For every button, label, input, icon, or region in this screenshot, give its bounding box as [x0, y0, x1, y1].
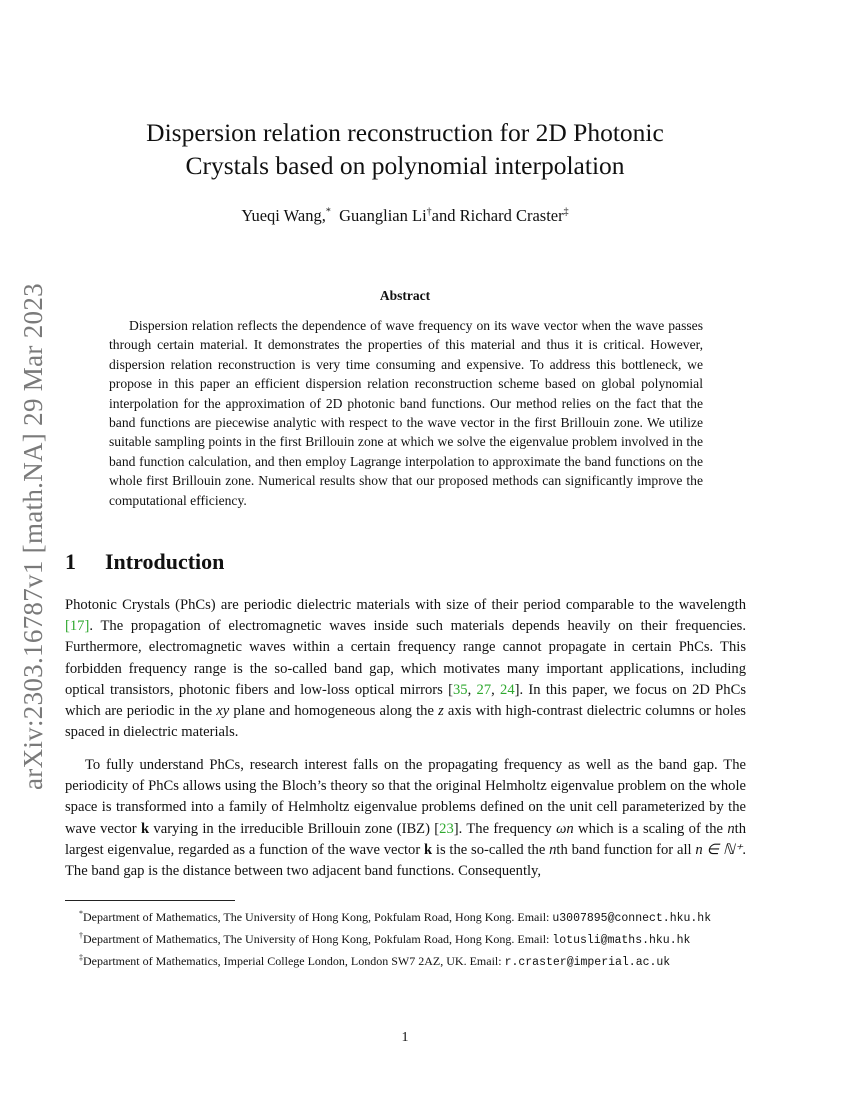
email-link[interactable]: lotusli@maths.hku.hk [552, 934, 691, 948]
footnote-text: Department of Mathematics, The University of Hong Kong, Pokfulam Road, Hong Kong. Email: [83, 932, 553, 947]
title-line-2: Crystals based on polynomial interpolation [185, 151, 625, 180]
p1-text-3: ]. In this paper, we focus on 2D PhCs which are periodic in the [65, 681, 747, 720]
title-line-1: Dispersion relation reconstruction for 2D Photonic [146, 118, 664, 147]
author-1: Yueqi Wang, [241, 206, 326, 225]
math-k-vector: k [140, 820, 150, 837]
footnote-3 [65, 949, 746, 971]
math-n-in-naturals: n ∈ ℕ⁺ [695, 841, 743, 858]
p2-text-3: ]. The frequency [453, 820, 557, 837]
math-n: n [549, 841, 557, 858]
p1-text-1: Photonic Crystals (PhCs) are periodic dielectric materials with size of their period comparable to the wavelength [65, 597, 746, 613]
footnote-mark: * [79, 909, 83, 918]
citation-35[interactable]: 35 [452, 681, 468, 698]
footnote-mark: † [79, 931, 83, 941]
p2-text-8: . The band gap is the distance between two adjacent band functions. Consequently, [65, 841, 746, 880]
arxiv-stamp: arXiv:2303.16787v1 [math.NA] 29 Mar 2023 [18, 283, 48, 790]
p2-text-6: is the so-called the [432, 841, 550, 858]
math-z: z [438, 703, 444, 720]
footnote-mark: ‡ [79, 953, 83, 963]
section-title: Introduction [105, 549, 225, 574]
author-list [90, 206, 720, 226]
footnote-1 [65, 905, 746, 927]
math-k-vector: k [423, 841, 433, 858]
p2-text-1: To fully understand PhCs, research interest falls on the propagating frequency as well as the band gap. The periodicity of PhCs allows using the Bloch’s theory so that the original Helmholtz eigenvalue problem on the whole space is transformed into a family of Helmholtz eigenvalue problems defined on the unit cell parameterized by the wave vector [65, 757, 746, 837]
page-number: 1 [401, 1030, 409, 1045]
author-2: Guanglian Li [339, 206, 427, 225]
footnote-text: Department of Mathematics, The University of Hong Kong, Pokfulam Road, Hong Kong. Email: [83, 910, 553, 924]
footnotes [65, 905, 746, 972]
math-omega-n: ωn [556, 820, 574, 837]
citation-24[interactable]: 24 [500, 681, 515, 698]
email-link[interactable]: u3007895@connect.hku.hk [552, 912, 712, 925]
p1-sep-2: , [491, 681, 501, 698]
paper-title [90, 116, 720, 182]
math-xy: xy [216, 703, 230, 720]
author-3: and Richard Craster [431, 206, 564, 225]
p2-text-5: th largest eigenvalue, regarded as a function of the wave vector [65, 820, 746, 858]
p1-text-5: axis with high-contrast dielectric columns or holes spaced in dielectric materials. [65, 703, 746, 741]
paragraph-2 [65, 755, 746, 882]
citation-27[interactable]: 27 [476, 681, 492, 698]
abstract-heading: Abstract [379, 288, 431, 303]
p2-text-2: varying in the irreducible Brillouin zone (IBZ) [ [149, 820, 440, 837]
footnote-2 [65, 927, 746, 949]
p1-sep-1: , [467, 681, 477, 698]
section-number: 1 [65, 549, 76, 574]
p2-text-7: th band function for all [556, 841, 696, 858]
p1-text-2: . The propagation of electromagnetic waves inside such materials depends heavily on their frequencies. Furthermore, electromagnetic waves within a certain frequency range cannot propagate in certain PhCs. This forbidden frequency range is the so-called band gap, which motivates many important applications, including optical transistors, photonic fibers and low-loss optical mirrors [ [65, 618, 746, 698]
p1-text-4: plane and homogeneous along the [229, 703, 439, 720]
citation-23[interactable]: 23 [439, 820, 454, 837]
math-n: n [727, 820, 735, 837]
p2-text-4: which is a scaling of the [573, 820, 728, 837]
section-heading [65, 549, 224, 575]
email-link[interactable]: r.craster@imperial.ac.uk [504, 956, 671, 970]
author-2-mark: † [426, 206, 432, 218]
citation-17[interactable]: [17] [65, 618, 90, 635]
abstract-text: Dispersion relation reflects the dependence of wave frequency on its wave vector when the wave passes through certain material. It demonstrates the properties of this material and thus it is critical. However, dispersion relation reconstruction is very time consuming and expensive. To address this bottleneck, we propose in this paper an efficient dispersion relation reconstruction scheme based on global polynomial interpolation for the approximation of 2D photonic band functions. Our method relies on the fact that the band functions are piecewise analytic with respect to the wave vector in the first Brillouin zone. We utilize suitable sampling points in the first Brillouin zone at which we solve the eigenvalue problem involved in the band function calculation, and then employ Lagrange interpolation to approximate the band functions on the whole first Brillouin zone. Numerical results show that our proposed methods can significantly improve the computational efficiency. [109, 318, 703, 508]
author-1-mark: * [325, 206, 331, 218]
paragraph-1 [65, 595, 746, 743]
author-3-mark: ‡ [563, 206, 569, 218]
footnote-text: Department of Mathematics, Imperial College London, London SW7 2AZ, UK. Email: [83, 954, 505, 969]
footnote-divider [65, 900, 235, 901]
